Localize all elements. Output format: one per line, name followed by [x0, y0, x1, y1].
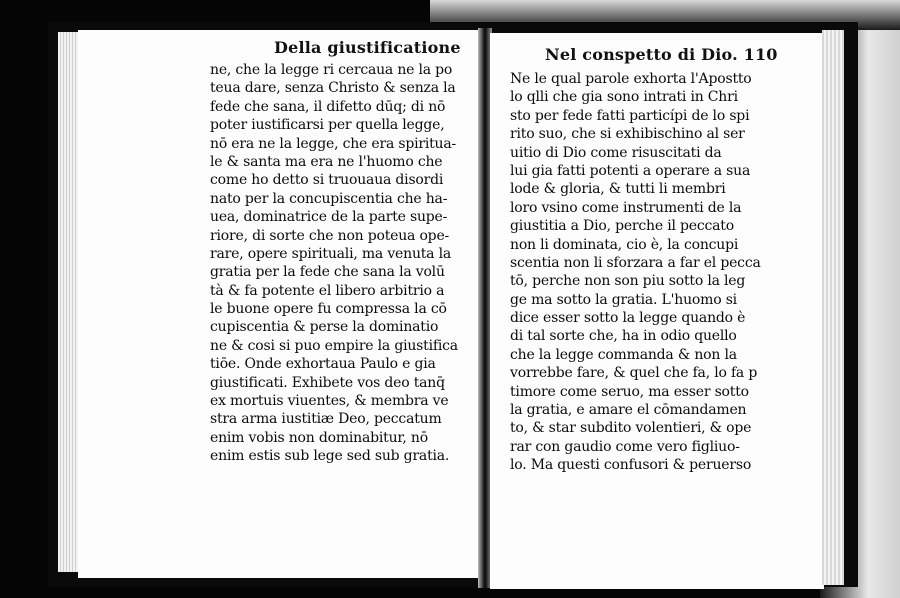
text-line: ne & cosi si puo empire la giustifica: [210, 337, 458, 354]
text-line: fede che sana, il difetto dūq; di nō: [210, 98, 446, 115]
text-line: di tal sorte che, ha in odio quello: [510, 328, 737, 345]
text-line: lo. Ma questi confusori & peruerso: [510, 457, 752, 474]
text-line: lode & gloria, & tutti li membri: [510, 181, 726, 198]
text-line: loro vsino come instrumenti de la: [510, 199, 742, 216]
text-line: rito suo, che si exhibischino al ser: [510, 126, 745, 143]
text-line: nō era ne la legge, che era spiritua-: [210, 135, 457, 152]
text-line: tō, perche non son piu sotto la leg: [510, 273, 746, 290]
text-line: che la legge commanda & non la: [510, 346, 737, 363]
text-line: ne, che la legge ri cercaua ne la po: [210, 62, 453, 78]
text-line: come ho detto si truouaua disordi: [210, 172, 444, 189]
text-line: uea, dominatrice de la parte supe-: [210, 209, 448, 226]
text-line: rare, opere spirituali, ma venuta la: [210, 245, 452, 262]
text-line: la gratia, e amare el cōmandamen: [510, 402, 747, 419]
text-line: le buone opere fu compressa la cō: [210, 301, 447, 318]
text-line: nato per la concupiscentia che ha-: [210, 190, 448, 207]
text-line: giustitia a Dio, perche il peccato: [510, 218, 734, 235]
text-line: tà & fa potente el libero arbitrio a: [210, 282, 445, 299]
text-line: lui gia fatti potenti a operare a sua: [510, 162, 751, 179]
text-line: riore, di sorte che non poteua ope-: [210, 227, 450, 244]
left-page-edges: [58, 32, 80, 572]
right-page-text: [510, 70, 761, 475]
text-line: non li dominata, cio è, la concupi: [510, 236, 739, 253]
text-line: le & santa ma era ne l'huomo che: [210, 153, 443, 170]
text-line: rar con gaudio come vero figliuo-: [510, 438, 740, 455]
right-page-edges: [822, 30, 844, 585]
text-line: enim estis sub lege sed sub gratia.: [210, 448, 450, 465]
text-line: sto per fede fatti particípi de lo spi: [510, 107, 750, 124]
right-running-head: Nel conspetto di Dio. 110: [545, 45, 778, 64]
text-line: cupiscentia & perse la dominatio: [210, 319, 439, 336]
right-page: [490, 33, 824, 589]
text-line: enim vobis non dominabitur, nō: [210, 429, 428, 446]
left-page-text: [210, 61, 458, 466]
text-line: ex mortuis viuentes, & membra ve: [210, 393, 449, 410]
text-line: Ne le qual parole exhorta l'Apostto: [510, 71, 752, 87]
text-line: uitio di Dio come risuscitati da: [510, 144, 722, 161]
text-line: stra arma iustitiæ Deo, peccatum: [210, 411, 442, 428]
text-line: tiōe. Onde exhortaua Paulo e gia: [210, 356, 436, 373]
text-line: lo qlli che gia sono intrati in Chri: [510, 89, 738, 106]
left-running-head: Della giustificatione: [274, 38, 461, 57]
text-line: gratia per la fede che sana la volū: [210, 264, 445, 281]
text-line: to, & star subdito volentieri, & ope: [510, 420, 752, 437]
text-line: timore come seruo, ma esser sotto: [510, 383, 749, 400]
text-line: poter iustificarsi per quella legge,: [210, 117, 445, 134]
text-line: scentia non li sforzara a far el pecca: [510, 254, 761, 271]
text-line: vorrebbe fare, & quel che fa, lo fa p: [510, 365, 758, 382]
text-line: giustificati. Exhibete vos deo tanq̄: [210, 374, 445, 391]
text-line: teua dare, senza Christo & senza la: [210, 80, 456, 97]
text-line: dice esser sotto la legge quando è: [510, 310, 746, 327]
left-page: [78, 30, 480, 578]
text-line: ge ma sotto la gratia. L'huomo si: [510, 291, 737, 308]
